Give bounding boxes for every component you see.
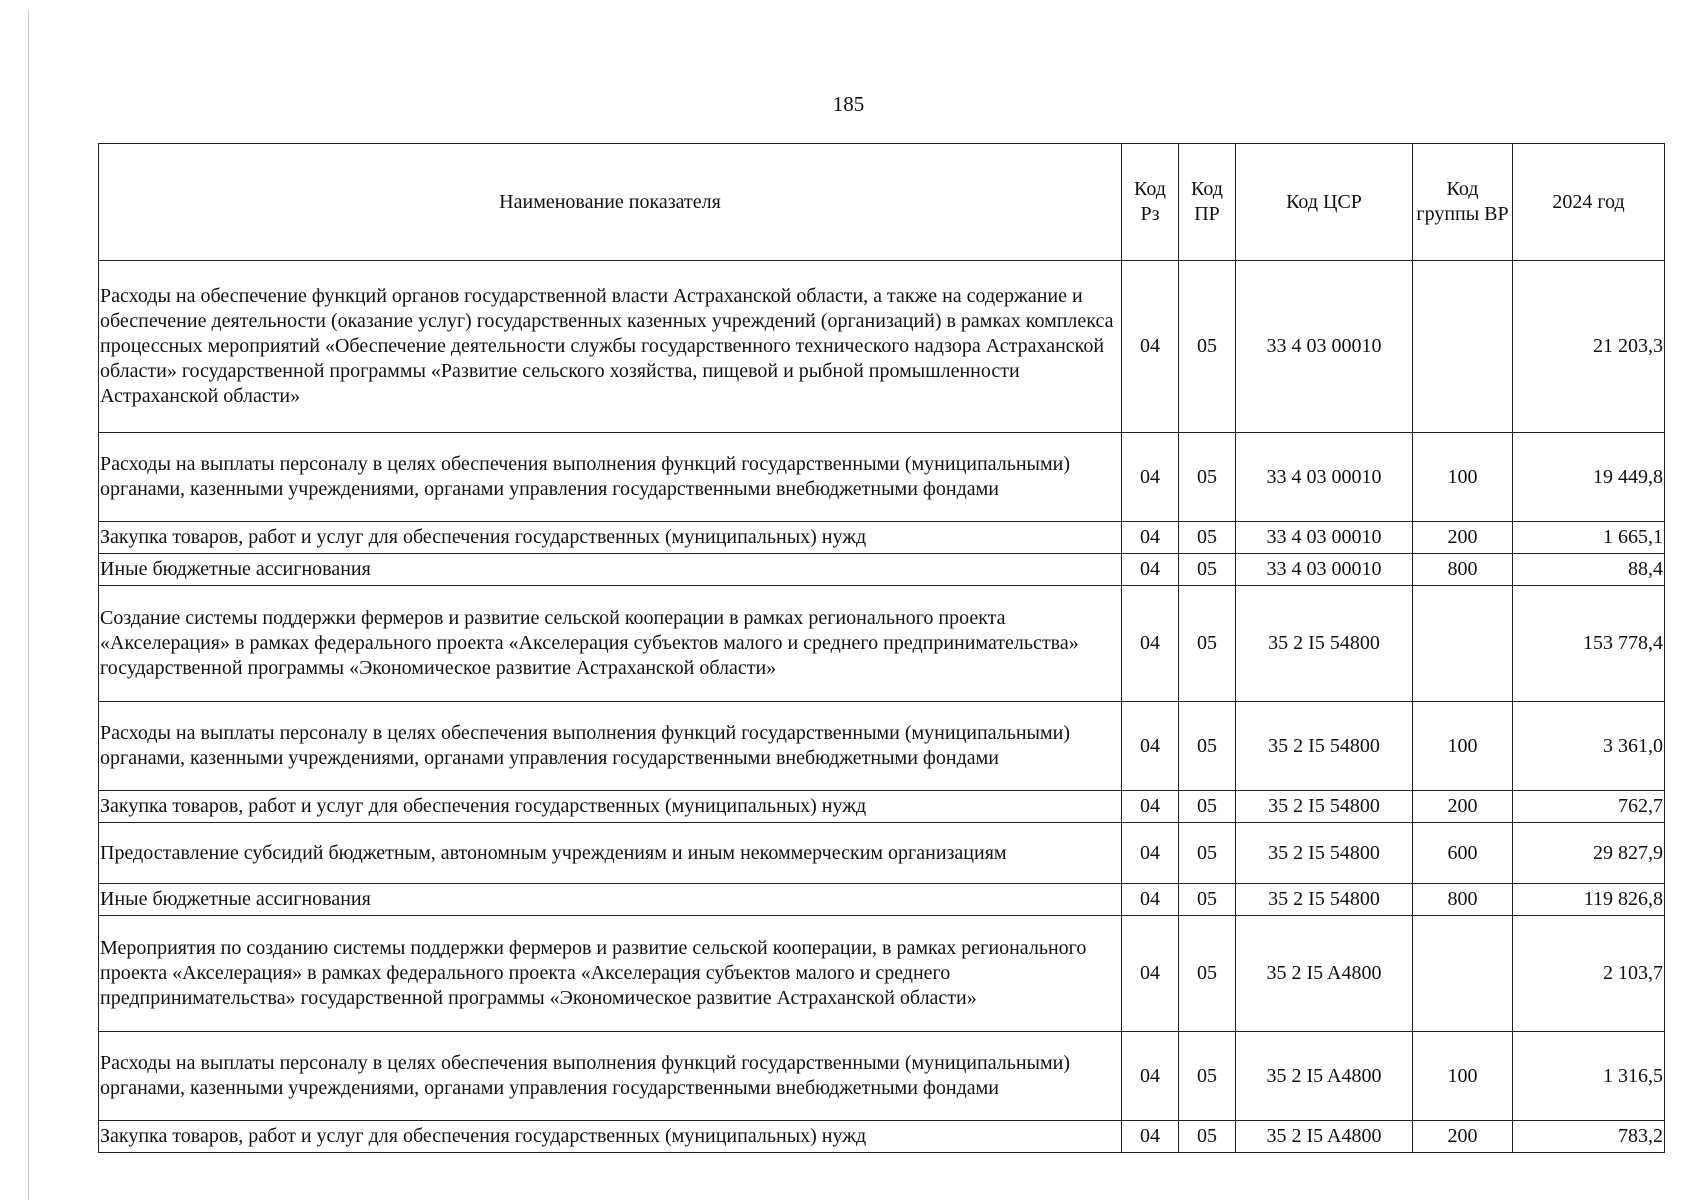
row-csr: 35 2 I5 A4800 bbox=[1236, 1032, 1413, 1121]
scan-edge-line bbox=[28, 10, 29, 1200]
table-row bbox=[99, 1032, 1665, 1121]
table-row bbox=[99, 791, 1665, 823]
table-row bbox=[99, 823, 1665, 884]
row-pr: 05 bbox=[1179, 1121, 1236, 1153]
table-row bbox=[99, 586, 1665, 702]
row-rz: 04 bbox=[1122, 884, 1179, 916]
row-vr: 100 bbox=[1413, 1032, 1513, 1121]
row-pr: 05 bbox=[1179, 586, 1236, 702]
table-row bbox=[99, 702, 1665, 791]
header-pr: Код ПР bbox=[1179, 144, 1236, 261]
row-vr: 100 bbox=[1413, 702, 1513, 791]
row-vr: 800 bbox=[1413, 884, 1513, 916]
row-name: Создание системы поддержки фермеров и развитие сельской кооперации в рамках регионального проекта «Акселерация» в рамках федерального проекта «Акселерация субъектов малого и среднего предпринимательства» государственной программы «Экономическое развитие Астраханской области» bbox=[99, 586, 1122, 702]
row-rz: 04 bbox=[1122, 433, 1179, 522]
row-csr: 35 2 I5 54800 bbox=[1236, 823, 1413, 884]
row-name: Закупка товаров, работ и услуг для обеспечения государственных (муниципальных) нужд bbox=[99, 1121, 1122, 1153]
table-row bbox=[99, 554, 1665, 586]
row-pr: 05 bbox=[1179, 554, 1236, 586]
table-row bbox=[99, 916, 1665, 1032]
table-row bbox=[99, 261, 1665, 433]
page-number: 185 bbox=[832, 92, 865, 116]
row-name: Иные бюджетные ассигнования bbox=[99, 884, 1122, 916]
row-amount: 153 778,4 bbox=[1513, 586, 1665, 702]
row-vr: 100 bbox=[1413, 433, 1513, 522]
row-csr: 35 2 I5 A4800 bbox=[1236, 916, 1413, 1032]
row-amount: 762,7 bbox=[1513, 791, 1665, 823]
row-rz: 04 bbox=[1122, 916, 1179, 1032]
row-amount: 29 827,9 bbox=[1513, 823, 1665, 884]
row-vr: 800 bbox=[1413, 554, 1513, 586]
row-pr: 05 bbox=[1179, 1032, 1236, 1121]
table-body bbox=[99, 261, 1665, 1153]
row-pr: 05 bbox=[1179, 884, 1236, 916]
row-pr: 05 bbox=[1179, 522, 1236, 554]
row-rz: 04 bbox=[1122, 702, 1179, 791]
row-name: Иные бюджетные ассигнования bbox=[99, 554, 1122, 586]
header-vr: Код группы ВР bbox=[1413, 144, 1513, 261]
row-vr: 200 bbox=[1413, 522, 1513, 554]
row-vr bbox=[1413, 261, 1513, 433]
row-amount: 1 316,5 bbox=[1513, 1032, 1665, 1121]
row-vr bbox=[1413, 916, 1513, 1032]
header-year: 2024 год bbox=[1513, 144, 1665, 261]
row-rz: 04 bbox=[1122, 586, 1179, 702]
budget-table bbox=[98, 143, 1665, 1153]
row-pr: 05 bbox=[1179, 823, 1236, 884]
row-csr: 35 2 I5 A4800 bbox=[1236, 1121, 1413, 1153]
row-rz: 04 bbox=[1122, 522, 1179, 554]
header-rz: Код Рз bbox=[1122, 144, 1179, 261]
row-csr: 35 2 I5 54800 bbox=[1236, 702, 1413, 791]
row-pr: 05 bbox=[1179, 791, 1236, 823]
row-csr: 33 4 03 00010 bbox=[1236, 554, 1413, 586]
table-row bbox=[99, 1121, 1665, 1153]
row-rz: 04 bbox=[1122, 1121, 1179, 1153]
row-name: Предоставление субсидий бюджетным, автономным учреждениям и иным некоммерческим организациям bbox=[99, 823, 1122, 884]
row-vr bbox=[1413, 586, 1513, 702]
table-row bbox=[99, 884, 1665, 916]
row-name: Мероприятия по созданию системы поддержки фермеров и развитие сельской кооперации, в рамках регионального проекта «Акселерация» в рамках федерального проекта «Акселерация субъектов малого и среднего предпринимательства» государственной программы «Экономическое развитие Астраханской области» bbox=[99, 916, 1122, 1032]
table-row bbox=[99, 522, 1665, 554]
row-rz: 04 bbox=[1122, 823, 1179, 884]
row-amount: 19 449,8 bbox=[1513, 433, 1665, 522]
row-pr: 05 bbox=[1179, 702, 1236, 791]
row-name: Расходы на выплаты персоналу в целях обеспечения выполнения функций государственными (муниципальными) органами, казенными учреждениями, органами управления государственными внебюджетными фондами bbox=[99, 433, 1122, 522]
row-rz: 04 bbox=[1122, 261, 1179, 433]
row-amount: 1 665,1 bbox=[1513, 522, 1665, 554]
row-name: Расходы на обеспечение функций органов государственной власти Астраханской области, а также на содержание и обеспечение деятельности (оказание услуг) государственных казенных учреждений (организаций) в рамках комплекса процессных мероприятий «Обеспечение деятельности службы государственного технического надзора Астраханской области» государственной программы «Развитие сельского хозяйства, пищевой и рыбной промышленности Астраханской области» bbox=[99, 261, 1122, 433]
row-amount: 88,4 bbox=[1513, 554, 1665, 586]
row-csr: 35 2 I5 54800 bbox=[1236, 586, 1413, 702]
row-vr: 200 bbox=[1413, 1121, 1513, 1153]
row-amount: 783,2 bbox=[1513, 1121, 1665, 1153]
row-vr: 200 bbox=[1413, 791, 1513, 823]
row-pr: 05 bbox=[1179, 433, 1236, 522]
row-pr: 05 bbox=[1179, 261, 1236, 433]
header-csr: Код ЦСР bbox=[1236, 144, 1413, 261]
row-vr: 600 bbox=[1413, 823, 1513, 884]
row-name: Расходы на выплаты персоналу в целях обеспечения выполнения функций государственными (муниципальными) органами, казенными учреждениями, органами управления государственными внебюджетными фондами bbox=[99, 702, 1122, 791]
row-csr: 33 4 03 00010 bbox=[1236, 261, 1413, 433]
row-rz: 04 bbox=[1122, 554, 1179, 586]
row-csr: 35 2 I5 54800 bbox=[1236, 884, 1413, 916]
row-csr: 33 4 03 00010 bbox=[1236, 433, 1413, 522]
row-csr: 35 2 I5 54800 bbox=[1236, 791, 1413, 823]
row-pr: 05 bbox=[1179, 916, 1236, 1032]
row-name: Расходы на выплаты персоналу в целях обеспечения выполнения функций государственными (муниципальными) органами, казенными учреждениями, органами управления государственными внебюджетными фондами bbox=[99, 1032, 1122, 1121]
row-name: Закупка товаров, работ и услуг для обеспечения государственных (муниципальных) нужд bbox=[99, 791, 1122, 823]
row-csr: 33 4 03 00010 bbox=[1236, 522, 1413, 554]
row-rz: 04 bbox=[1122, 1032, 1179, 1121]
row-amount: 21 203,3 bbox=[1513, 261, 1665, 433]
row-amount: 119 826,8 bbox=[1513, 884, 1665, 916]
row-amount: 3 361,0 bbox=[1513, 702, 1665, 791]
row-amount: 2 103,7 bbox=[1513, 916, 1665, 1032]
row-name: Закупка товаров, работ и услуг для обеспечения государственных (муниципальных) нужд bbox=[99, 522, 1122, 554]
table-row bbox=[99, 433, 1665, 522]
table-header-row bbox=[99, 144, 1665, 261]
header-name: Наименование показателя bbox=[99, 144, 1122, 261]
row-rz: 04 bbox=[1122, 791, 1179, 823]
